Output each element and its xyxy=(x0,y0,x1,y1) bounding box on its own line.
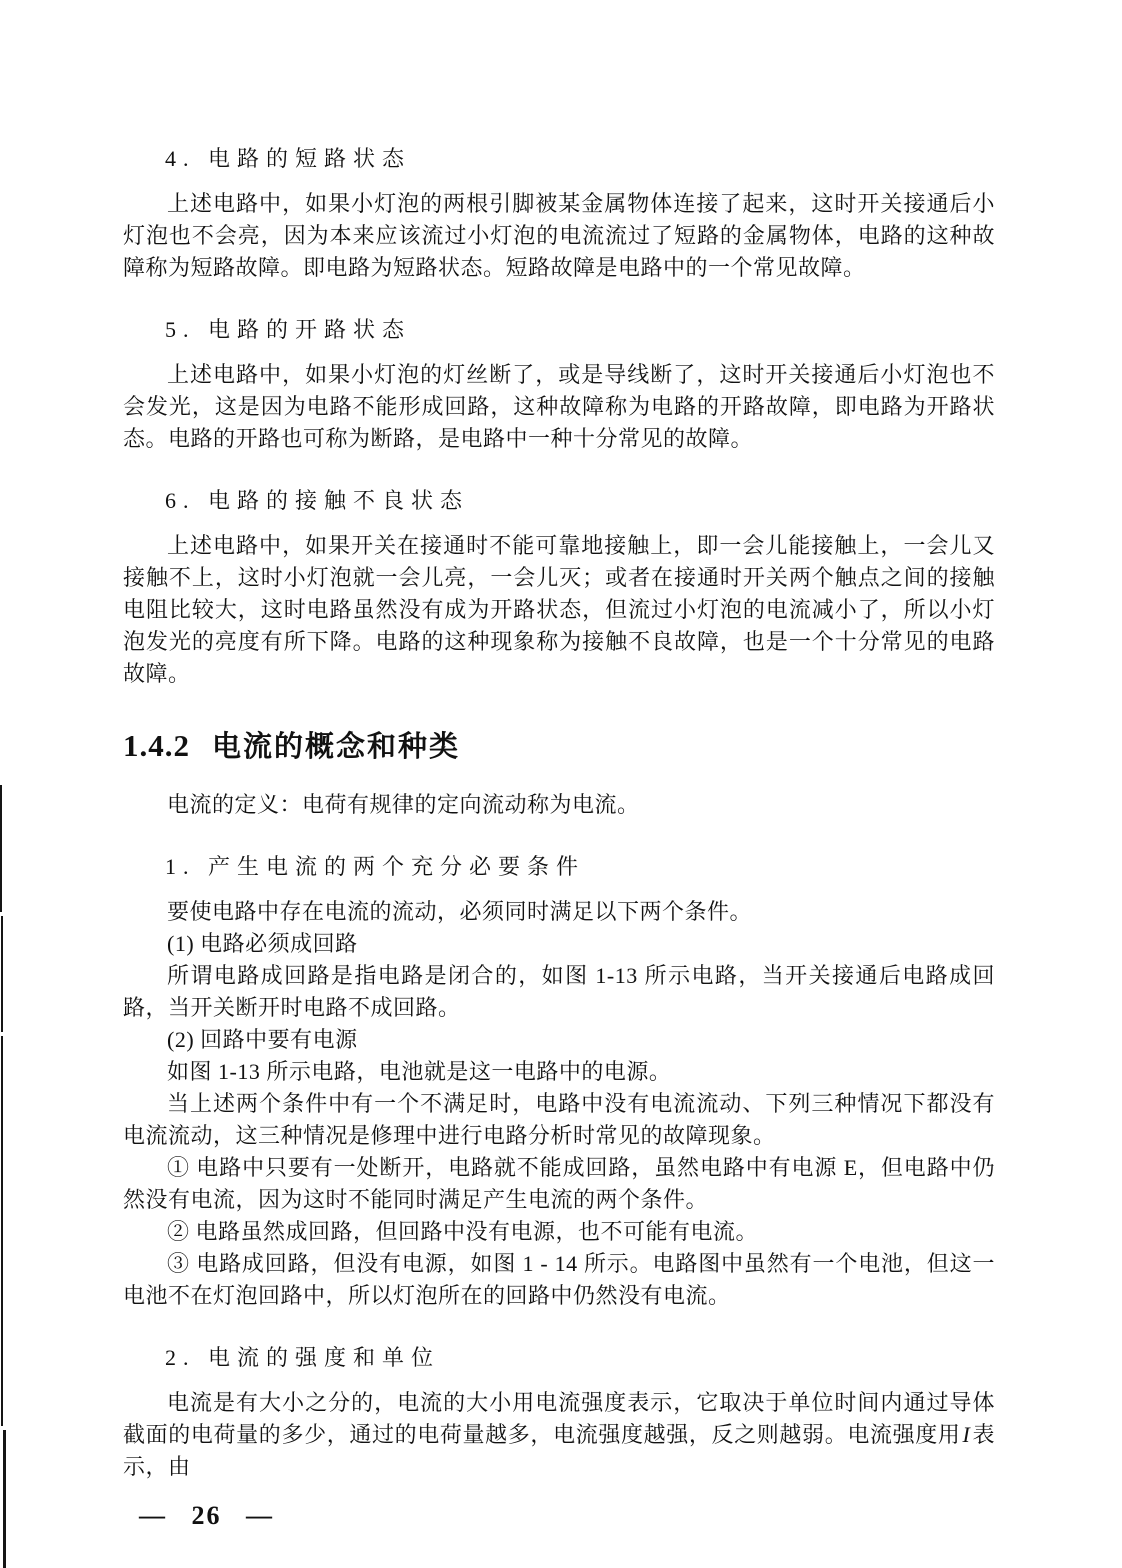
subheading-condition-1: (1) 电路必须成回路 xyxy=(167,931,358,956)
para-current-strength xyxy=(123,1387,995,1483)
para-current-definition: 电流的定义：电荷有规律的定向流动称为电流。 xyxy=(167,792,640,817)
current-symbol-I: I xyxy=(962,1422,971,1447)
current-strength-text-before: 电流是有大小之分的，电流的大小用电流强度表示，它取决于单位时间内通过导体截面的电荷量的多少，通过的电荷量越多，电流强度越强，反之则越弱。电流强度用 xyxy=(123,1390,995,1447)
para-poor-contact-state: 上述电路中，如果开关在接通时不能可靠地接触上，即一会儿能接触上，一会儿又接触不上，这时小灯泡就一会儿亮，一会儿灭；或者在接通时开关两个触点之间的接触电阻比较大，这时电路虽然没有成为开路状态，但流过小灯泡的电流减小了，所以小灯泡发光的亮度有所下降。电路的这种现象称为接触不良故障，也是一个十分常见的电路故障。 xyxy=(123,533,995,686)
heading-poor-contact-state: 6. 电路的接触不良状态 xyxy=(165,488,470,513)
list-item-circled-3: ③ 电路成回路，但没有电源，如图 1 - 14 所示。电路图中虽然有一个电池，但这一电池不在灯泡回路中，所以灯泡所在的回路中仍然没有电流。 xyxy=(123,1251,995,1308)
para-short-circuit-state: 上述电路中，如果小灯泡的两根引脚被某金属物体连接了起来，这时开关接通后小灯泡也不会亮，因为本来应该流过小灯泡的电流流过了短路的金属物体，电路的这种故障称为短路故障。即电路为短路状态。短路故障是电路中的一个常见故障。 xyxy=(123,191,995,280)
page-footer-number: — 26 — xyxy=(139,1501,274,1530)
section-title: 电流的概念和种类 xyxy=(212,731,461,763)
heading-open-circuit-state: 5. 电路的开路状态 xyxy=(165,317,412,342)
para-no-current-note: 当上述两个条件中有一个不满足时，电路中没有电流流动、下列三种情况下都没有电流流动，这三种情况是修理中进行电路分析时常见的故障现象。 xyxy=(123,1091,995,1148)
para-conditions-intro: 要使电路中存在电流的流动，必须同时满足以下两个条件。 xyxy=(167,899,753,924)
section-number: 1.4.2 xyxy=(123,728,190,763)
list-item-circled-1: ① 电路中只要有一处断开，电路就不能成回路，虽然电路中有电源 E，但电路中仍然没有电流，因为这时不能同时满足产生电流的两个条件。 xyxy=(123,1155,995,1212)
para-condition-2: 如图 1-13 所示电路，电池就是这一电路中的电源。 xyxy=(167,1059,672,1084)
list-item-circled-2: ② 电路虽然成回路，但回路中没有电源，也不可能有电流。 xyxy=(167,1219,759,1244)
para-open-circuit-state: 上述电路中，如果小灯泡的灯丝断了，或是导线断了，这时开关接通后小灯泡也不会发光，这是因为电路不能形成回路，这种故障称为电路的开路故障，即电路为开路状态。电路的开路也可称为断路，是电路中一种十分常见的故障。 xyxy=(123,362,995,451)
para-condition-1: 所谓电路成回路是指电路是闭合的，如图 1-13 所示电路，当开关接通后电路成回路，当开关断开时电路不成回路。 xyxy=(123,963,995,1020)
current-strength-text-after: 表示，由 xyxy=(123,1422,995,1479)
subheading-condition-2: (2) 回路中要有电源 xyxy=(167,1027,358,1052)
heading-current-strength-unit: 2. 电流的强度和单位 xyxy=(165,1345,441,1370)
heading-two-conditions: 1. 产生电流的两个充分必要条件 xyxy=(165,854,586,879)
section-heading-1-4-2 xyxy=(123,726,995,769)
heading-short-circuit-state: 4. 电路的短路状态 xyxy=(165,146,412,171)
